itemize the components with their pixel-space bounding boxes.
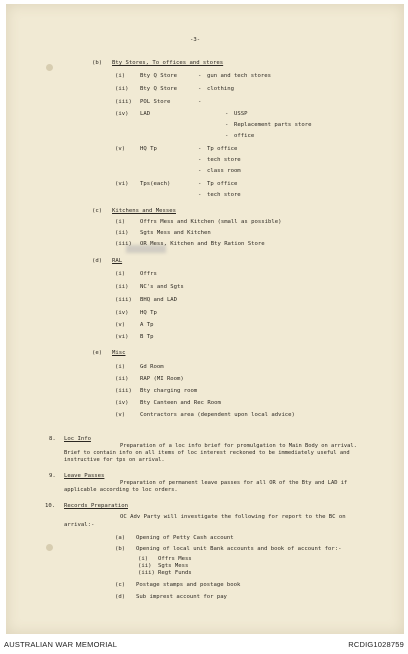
list-item-detail: office bbox=[234, 133, 255, 139]
dash: - bbox=[225, 122, 229, 128]
list-item: LAD bbox=[140, 111, 151, 117]
dash: - bbox=[198, 181, 202, 187]
list-item: Opening of Petty Cash account bbox=[136, 535, 234, 541]
section-d-label: (d) bbox=[92, 258, 103, 264]
para-8-title: Loc Info bbox=[64, 436, 91, 442]
footer-archive-name: AUSTRALIAN WAR MEMORIAL bbox=[4, 640, 118, 649]
list-num: (vi) bbox=[115, 334, 129, 340]
dash: - bbox=[198, 73, 202, 79]
list-item: Bty Canteen and Rec Room bbox=[140, 400, 221, 406]
list-item: BHQ and LAD bbox=[140, 297, 178, 303]
list-num: (iv) bbox=[115, 400, 129, 406]
list-item: A Tp bbox=[140, 322, 154, 328]
dash: - bbox=[198, 99, 202, 105]
list-num: (v) bbox=[115, 322, 126, 328]
list-num: (ii) bbox=[115, 376, 129, 382]
dash: - bbox=[225, 111, 229, 117]
list-item-detail: USSP bbox=[234, 111, 248, 117]
list-item: Bty charging room bbox=[140, 388, 198, 394]
page-number: -3- bbox=[190, 37, 201, 43]
footer-record-id: RCDIG1028759 bbox=[348, 640, 404, 649]
list-item: Sgts Mess and Kitchen bbox=[140, 230, 211, 236]
list-item-detail: class room bbox=[207, 168, 241, 174]
list-item: HQ Tp bbox=[140, 146, 157, 152]
list-item: B Tp bbox=[140, 334, 154, 340]
list-num: (iii) bbox=[115, 297, 132, 303]
list-num: (v) bbox=[115, 146, 126, 152]
list-item: HQ Tp bbox=[140, 310, 157, 316]
dash: - bbox=[198, 86, 202, 92]
list-item: RAP (MI Room) bbox=[140, 376, 184, 382]
list-item-detail: gun and tech stores bbox=[207, 73, 271, 79]
list-num: (iii) bbox=[115, 241, 132, 247]
list-item: Gd Room bbox=[140, 364, 164, 370]
list-num: (ii) bbox=[115, 86, 129, 92]
list-item: Tps(each) bbox=[140, 181, 171, 187]
section-c-title: Kitchens and Messes bbox=[112, 208, 176, 214]
list-item-detail: Replacement parts store bbox=[234, 122, 312, 128]
list-item-detail: tech store bbox=[207, 192, 241, 198]
list-num: (i) bbox=[115, 73, 126, 79]
section-c-label: (c) bbox=[92, 208, 103, 214]
list-item-detail: tech store bbox=[207, 157, 241, 163]
dash: - bbox=[225, 133, 229, 139]
para-10-intro-cont: arrival:- bbox=[64, 522, 95, 528]
para-8-body: Preparation of a loc info brief for promulgation to Main Body on arrival. Brief to contain info on all items of loc interest reckoned to be immediately useful and instructive for tps on arrival. bbox=[64, 443, 357, 463]
section-b-label: (b) bbox=[92, 60, 103, 66]
list-item: Offrs bbox=[140, 271, 157, 277]
list-num: (ii) bbox=[115, 284, 129, 290]
list-num: (i) bbox=[115, 219, 126, 225]
sub-list-num: (ii) bbox=[138, 563, 152, 569]
list-num: (vi) bbox=[115, 181, 129, 187]
para-10-title: Records Preparation bbox=[64, 503, 128, 509]
list-item: OR Mess, Kitchen and Bty Ration Store bbox=[140, 241, 265, 247]
list-item-detail: Tp office bbox=[207, 146, 238, 152]
para-8-num: 8. bbox=[49, 436, 56, 442]
list-item: Offrs Mess and Kitchen (small as possible) bbox=[140, 219, 282, 225]
list-item: POL Store bbox=[140, 99, 171, 105]
list-num: (c) bbox=[115, 582, 126, 588]
dash: - bbox=[198, 157, 202, 163]
dash: - bbox=[198, 168, 202, 174]
list-num: (ii) bbox=[115, 230, 129, 236]
list-num: (a) bbox=[115, 535, 126, 541]
list-item-detail: clothing bbox=[207, 86, 234, 92]
list-num: (iii) bbox=[115, 388, 132, 394]
para-10-num: 10. bbox=[45, 503, 56, 509]
list-item: NC's and Sgts bbox=[140, 284, 184, 290]
dash: - bbox=[198, 192, 202, 198]
section-b-title: Bty Stores, To offices and stores bbox=[112, 60, 224, 66]
section-e-title: Misc bbox=[112, 350, 126, 356]
para-9-num: 9. bbox=[49, 473, 56, 479]
para-9-body: Preparation of permanent leave passes for all OR of the Bty and LAD if applicable according to loc orders. bbox=[64, 480, 348, 493]
list-num: (iv) bbox=[115, 111, 129, 117]
sub-list-item: Regt Funds bbox=[158, 570, 192, 576]
list-item: Postage stamps and postage book bbox=[136, 582, 241, 588]
punch-hole bbox=[46, 64, 53, 71]
section-d-title: RAL bbox=[112, 258, 123, 264]
dash: - bbox=[198, 146, 202, 152]
list-num: (b) bbox=[115, 546, 126, 552]
list-item: Contractors area (dependent upon local advice) bbox=[140, 412, 295, 418]
para-10-intro: OC Adv Party will investigate the following for report to the BC on bbox=[120, 514, 346, 520]
list-num: (iii) bbox=[115, 99, 132, 105]
list-num: (i) bbox=[115, 271, 126, 277]
sub-list-num: (iii) bbox=[138, 570, 155, 576]
list-num: (iv) bbox=[115, 310, 129, 316]
section-e-label: (e) bbox=[92, 350, 103, 356]
punch-hole bbox=[46, 544, 53, 551]
list-item-detail: Tp office bbox=[207, 181, 238, 187]
sub-list-item: Offrs Mess bbox=[158, 556, 192, 562]
list-item: Bty Q Store bbox=[140, 86, 178, 92]
list-item: Bty Q Store bbox=[140, 73, 178, 79]
list-num: (v) bbox=[115, 412, 126, 418]
list-num: (i) bbox=[115, 364, 126, 370]
sub-list-num: (i) bbox=[138, 556, 149, 562]
list-item: Opening of local unit Bank accounts and book of account for:- bbox=[136, 546, 342, 552]
para-9-title: Leave Passes bbox=[64, 473, 105, 479]
list-num: (d) bbox=[115, 594, 126, 600]
list-item: Sub imprest account for pay bbox=[136, 594, 227, 600]
sub-list-item: Sgts Mess bbox=[158, 563, 189, 569]
